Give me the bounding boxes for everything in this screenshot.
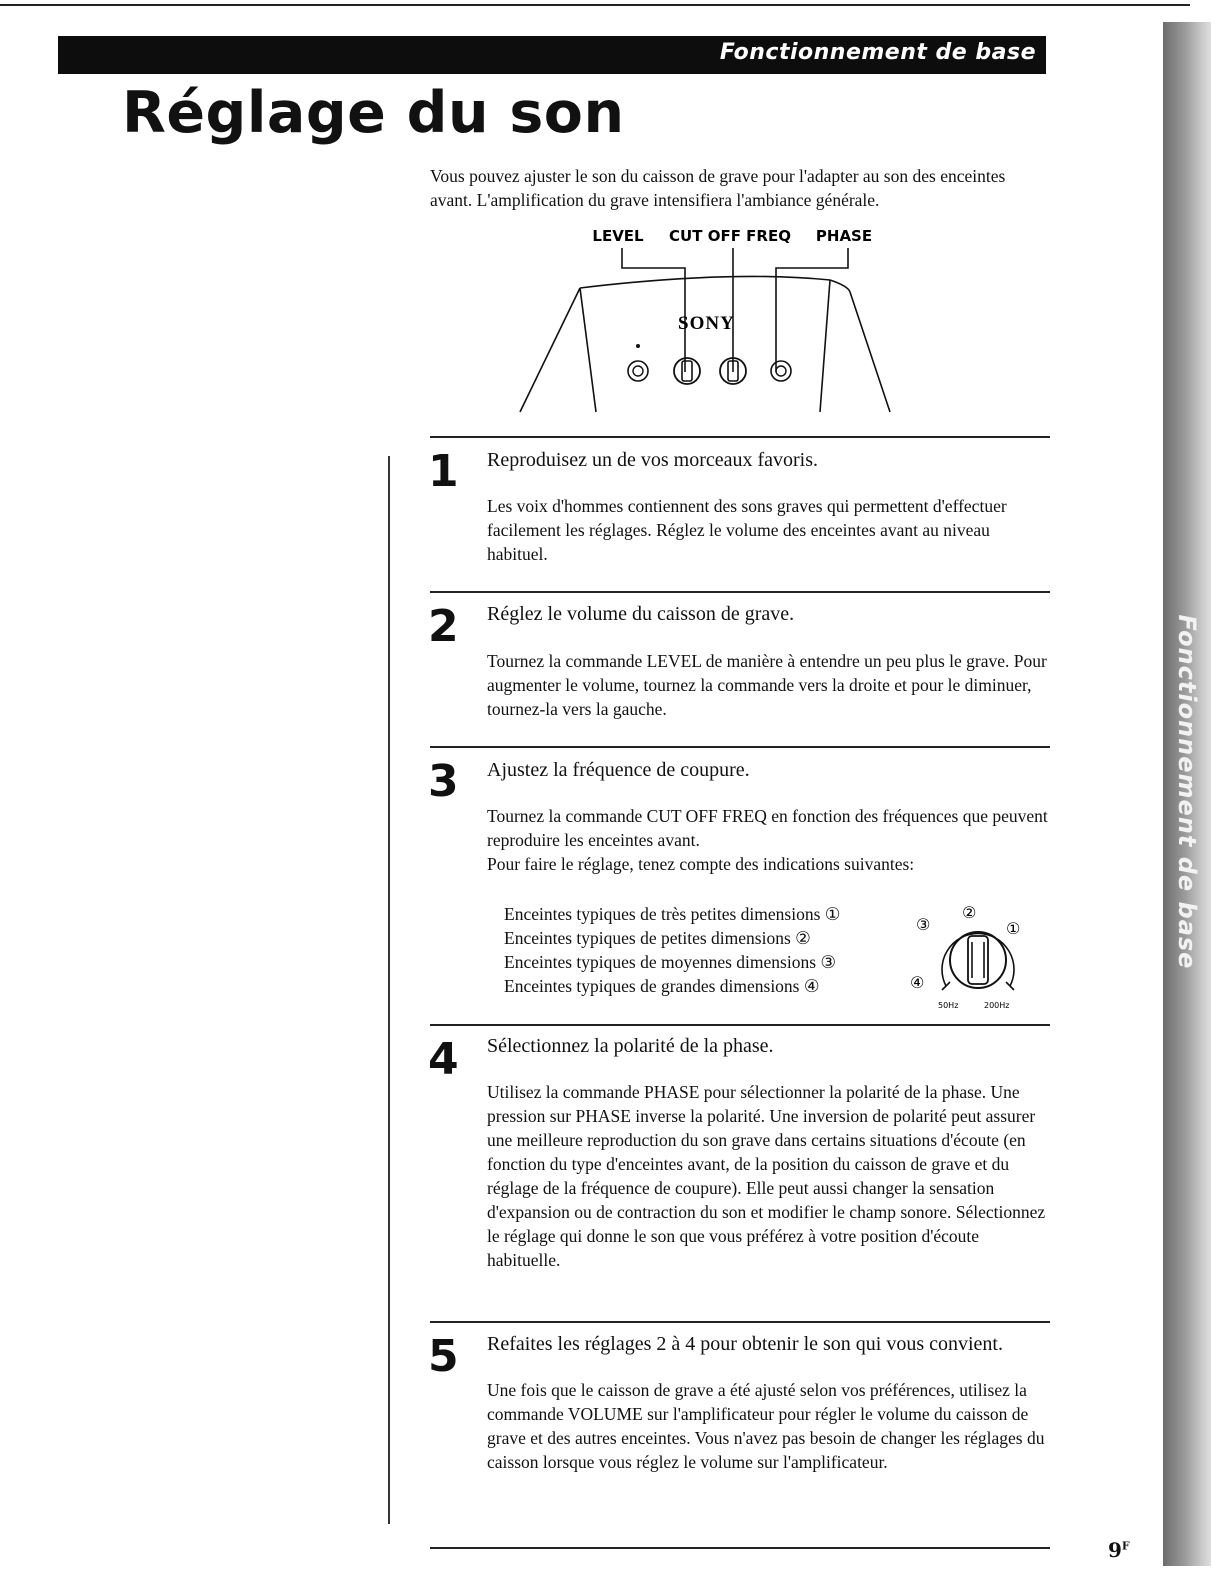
subwoofer-front-panel-diagram <box>430 222 1050 422</box>
dial-mark: ② <box>962 903 977 922</box>
page-number-suffix: F <box>1121 1539 1130 1553</box>
step-paragraph: Tournez la commande LEVEL de manière à entendre un peu plus le grave. Pour augmenter le volume, tournez la commande vers la droite et pour le diminuer, tournez-la vers la gauche. <box>487 651 1047 719</box>
step-paragraph: Une fois que le caisson de grave a été ajusté selon vos préférences, utilisez la commande VOLUME sur l'amplificateur pour régler le volume du caisson de grave et des autres enceintes. Vous n'avez pas besoin de changer les réglages du caisson lorsque vous réglez le volume sur l'amplificateur. <box>487 1380 1045 1472</box>
cutoff-freq-label: CUT OFF FREQ <box>669 227 791 245</box>
brand-logo: SONY <box>678 313 735 334</box>
step-body <box>487 1378 1052 1474</box>
step-paragraph: Tournez la commande CUT OFF FREQ en fonction des fréquences que peuvent reproduire les enceintes avant. <box>487 806 1048 850</box>
phase-label: PHASE <box>815 227 873 245</box>
step-body <box>487 804 1052 876</box>
step-title: Ajustez la fréquence de coupure. <box>487 759 750 781</box>
step-divider <box>430 436 1050 438</box>
top-rule <box>0 4 1190 6</box>
step-number: 3 <box>428 756 459 807</box>
cabinet-outline <box>520 276 890 412</box>
speaker-size-list <box>504 902 904 998</box>
intro-paragraph: Vous pouvez ajuster le son du caisson de grave pour l'adapter au son des enceintes avant. L'amplification du grave intensifiera l'ambiance générale. <box>430 166 1006 210</box>
side-section-tab <box>1163 22 1211 1566</box>
dial-min-label: 50Hz <box>938 1001 959 1010</box>
step-number: 4 <box>428 1034 459 1085</box>
level-label: LEVEL <box>592 227 644 245</box>
step-body <box>487 494 1052 566</box>
cutoff-freq-dial-diagram <box>900 890 1040 1014</box>
page-number-value: 9 <box>1108 1538 1122 1562</box>
list-item: Enceintes typiques de grandes dimensions ④ <box>504 976 820 996</box>
step-divider <box>430 591 1050 593</box>
list-item: Enceintes typiques de très petites dimensions ① <box>504 904 841 924</box>
margin-vertical-rule <box>388 456 390 1524</box>
step-body <box>487 649 1052 721</box>
step-number: 2 <box>428 601 459 652</box>
step-paragraph: Utilisez la commande PHASE pour sélectionner la polarité de la phase. Une pression sur PHASE inverse la polarité. Une inversion de polarité peut assurer une meilleure reproduction du son grave dans certains situations d'écoute (en fonction du type d'enceintes avant, de la position du caisson de grave et du réglage de la fréquence de coupure). Elle peut aussi changer la sensation d'expansion ou de contraction du son et modifier le champ sonore. Sélectionnez le réglage qui donne le son que vous préférez à votre position d'écoute habituelle. <box>487 1082 1046 1270</box>
list-item: Enceintes typiques de petites dimensions ② <box>504 928 811 948</box>
dial-max-label: 200Hz <box>984 1001 1010 1010</box>
page-number <box>1108 1538 1130 1562</box>
leader-lines <box>622 248 848 372</box>
step-divider <box>430 746 1050 748</box>
step-title: Sélectionnez la polarité de la phase. <box>487 1035 774 1057</box>
footer-rule <box>430 1547 1050 1549</box>
step-title: Réglez le volume du caisson de grave. <box>487 603 795 625</box>
step-number: 1 <box>428 446 459 497</box>
side-tab-label: Fonctionnement de base <box>1173 614 1201 970</box>
step-body <box>487 1080 1052 1272</box>
step-paragraph: Les voix d'hommes contiennent des sons graves qui permettent d'effectuer facilement les réglages. Réglez le volume des enceintes avant au niveau habituel. <box>487 496 1007 564</box>
section-header-title: Fonctionnement de base <box>719 40 1036 65</box>
step-number: 5 <box>428 1331 459 1382</box>
dial-mark: ④ <box>910 973 925 992</box>
phase-button <box>771 361 791 381</box>
list-item: Enceintes typiques de moyennes dimensions ③ <box>504 952 837 972</box>
step-divider <box>430 1321 1050 1323</box>
level-knob <box>674 358 700 384</box>
step-title: Reproduisez un de vos morceaux favoris. <box>487 449 819 471</box>
dial-mark: ③ <box>916 915 931 934</box>
power-button <box>628 344 648 381</box>
page-title: Réglage du son <box>122 80 625 146</box>
step-title: Refaites les réglages 2 à 4 pour obtenir le son qui vous convient. <box>487 1333 1003 1355</box>
dial-mark: ① <box>1006 919 1021 938</box>
section-header-bar <box>58 36 1046 74</box>
step-paragraph: Pour faire le réglage, tenez compte des indications suivantes: <box>487 854 915 874</box>
step-divider <box>430 1024 1050 1026</box>
